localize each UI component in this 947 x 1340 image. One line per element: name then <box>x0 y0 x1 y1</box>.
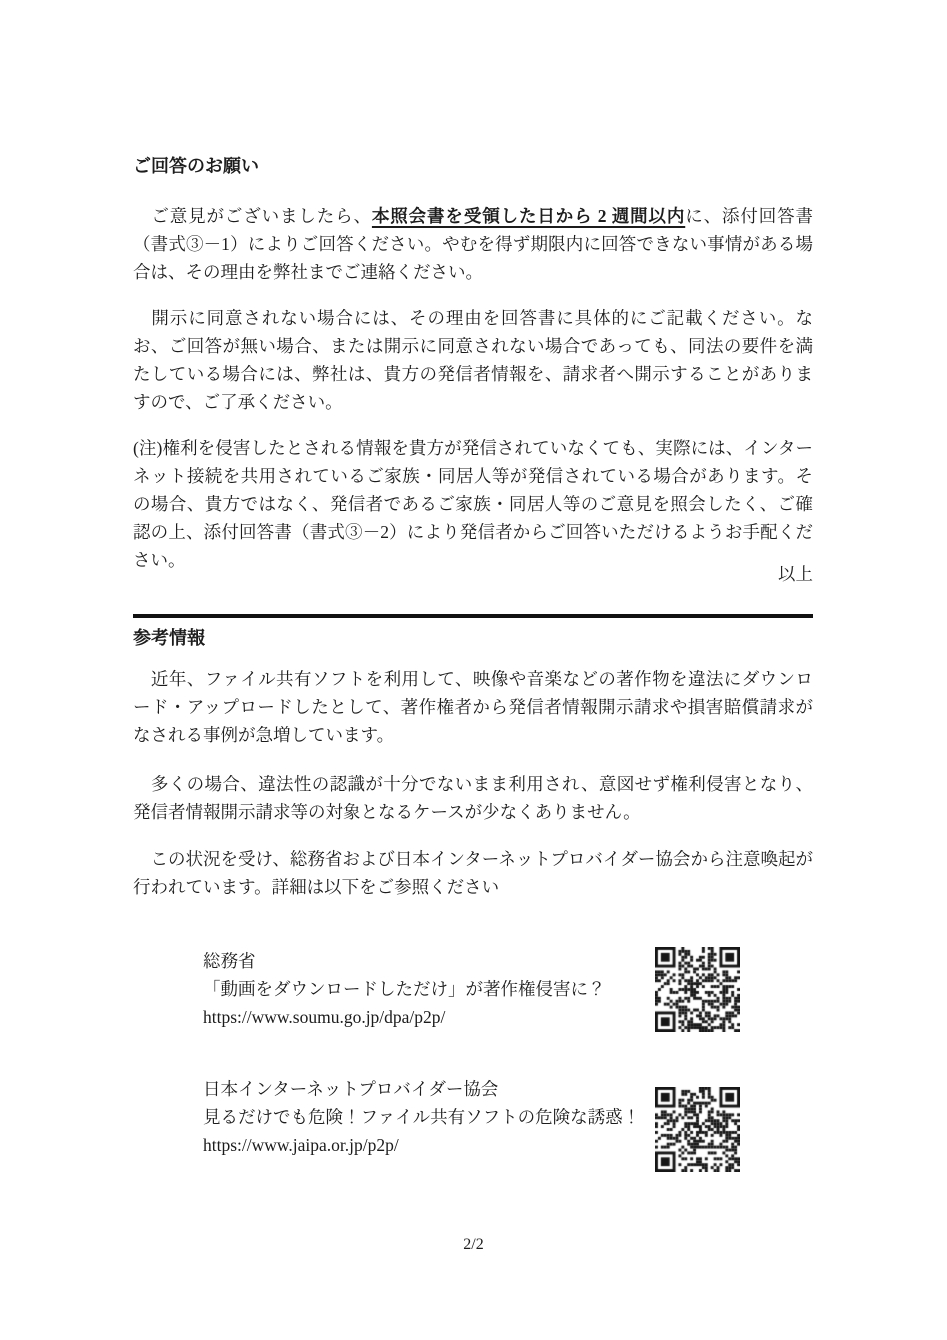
deadline-emphasis: 本照会書を受領した日から 2 週間以内 <box>371 206 686 226</box>
qr-code-soumu <box>655 947 740 1032</box>
response-request-heading: ご回答のお願い <box>133 156 259 176</box>
reference-org: 日本インターネットプロバイダー協会 <box>203 1079 499 1099</box>
paragraph-awareness: 多くの場合、違法性の認識が十分でないまま利用され、意図せず権利侵害となり、発信者情報開示請求等の対象となるケースが少なくありません。 <box>133 774 813 822</box>
deadline-text-post: に、添付回答書（書式③－1）によりご回答ください。やむを得ず期限内に回答できない事情がある場合は、その理由を弊社までご連絡ください。 <box>133 206 814 282</box>
reference-url: https://www.jaipa.or.jp/p2p/ <box>203 1135 399 1155</box>
section-divider <box>133 614 813 618</box>
deadline-text-pre: ご意見がございましたら、 <box>133 206 372 226</box>
paragraph-caution: この状況を受け、総務省および日本インターネットプロバイダー協会から注意喚起が行われています。詳細は以下をご参照ください <box>133 849 813 897</box>
paragraph-response-deadline <box>133 202 813 286</box>
closing-ijou: 以上 <box>778 564 813 584</box>
reference-org: 総務省 <box>203 951 256 971</box>
paragraph-note: (注)権利を侵害したとされる情報を貴方が発信されていなくても、実際には、インターネット接続を共用されているご家族・同居人等が発信されている場合があります。その場合、貴方ではなく、発信者であるご家族・同居人等のご意見を照会したく、ご確認の上、添付回答書（書式③－2）により発信者からご回答いただけるようお手配ください。 <box>133 438 813 570</box>
reference-block-jaipa <box>203 1075 643 1159</box>
paragraph-non-consent: 開示に同意されない場合には、その理由を回答書に具体的にご記載ください。なお、ご回答が無い場合、または開示に同意されない場合であっても、同法の要件を満たしている場合には、弊社は、貴方の発信者情報を、請求者へ開示することがありますので、ご了承ください。 <box>133 308 813 412</box>
paragraph-trend: 近年、ファイル共有ソフトを利用して、映像や音楽などの著作物を違法にダウンロード・アップロードしたとして、著作権者から発信者情報開示請求や損害賠償請求がなされる事例が急増しています。 <box>133 669 813 745</box>
reference-url: https://www.soumu.go.jp/dpa/p2p/ <box>203 1007 446 1027</box>
page-number: 2/2 <box>463 1236 484 1253</box>
reference-title: 見るだけでも危険！ファイル共有ソフトの危険な誘惑！ <box>203 1107 641 1127</box>
qr-code-jaipa <box>655 1087 740 1172</box>
reference-info-heading: 参考情報 <box>133 628 205 648</box>
reference-title: 「動画をダウンロードしただけ」が著作権侵害に？ <box>203 979 606 999</box>
reference-block-soumu <box>203 947 643 1031</box>
